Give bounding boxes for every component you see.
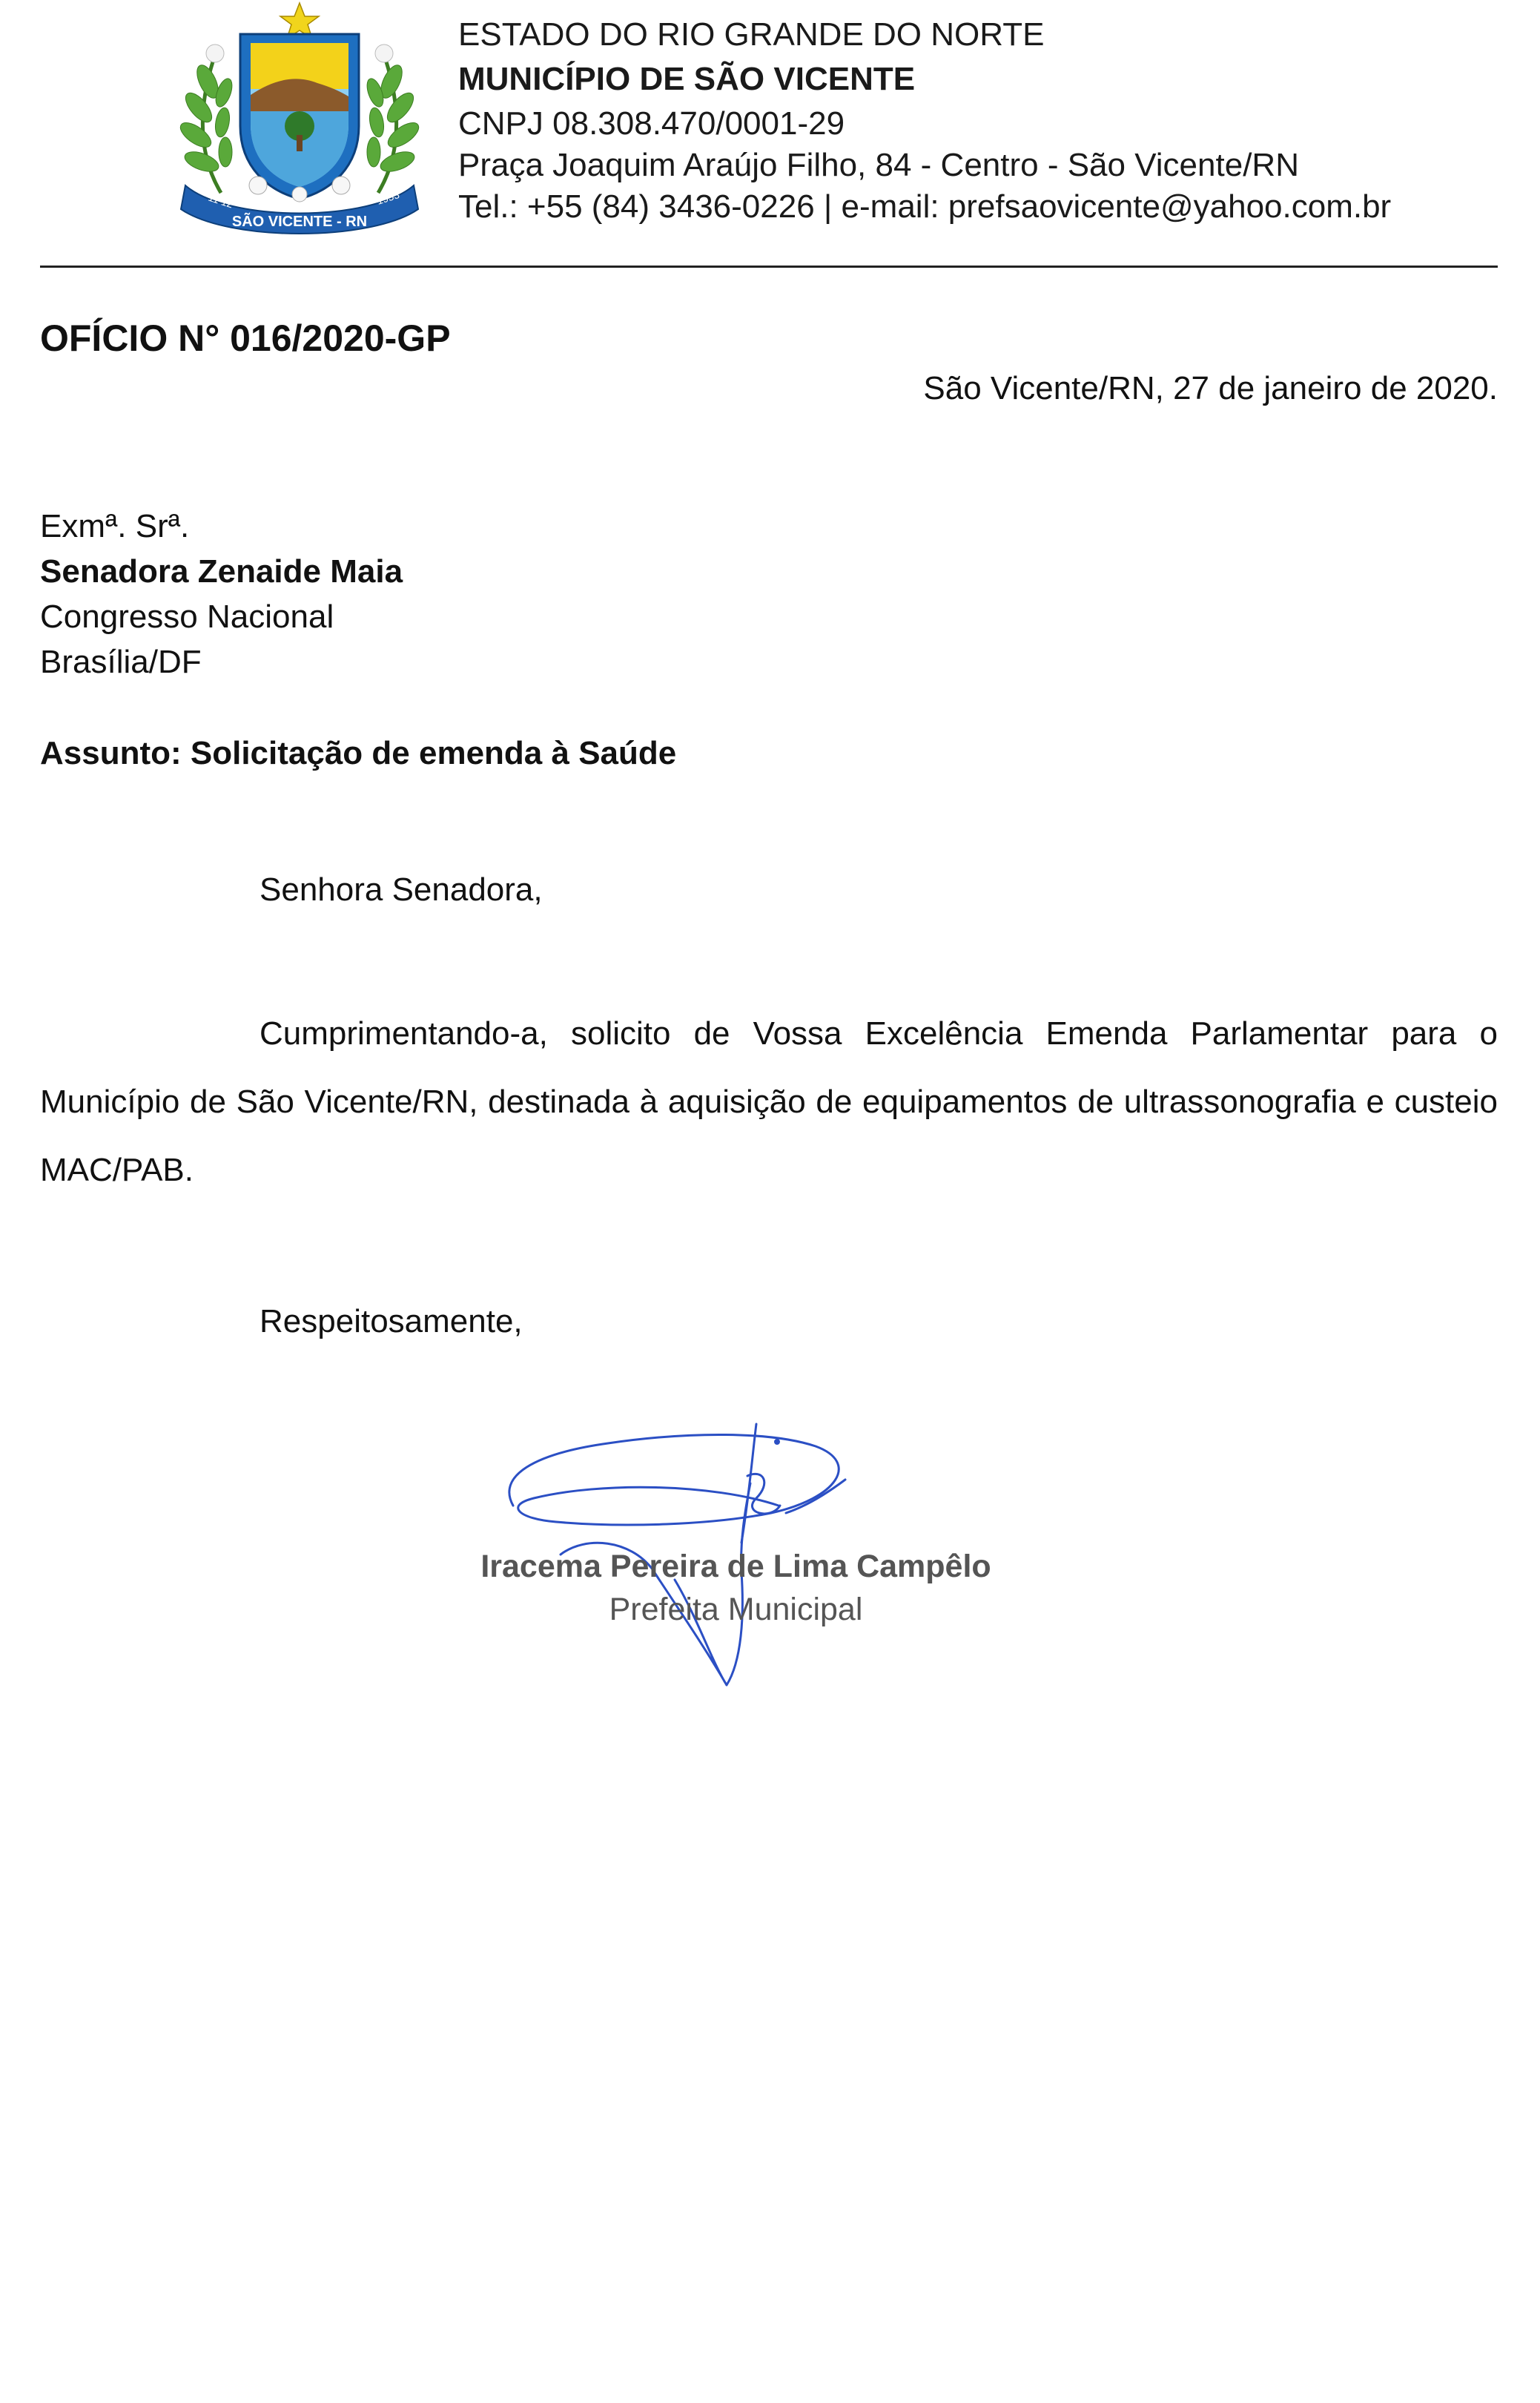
signer-name-line bbox=[0, 1544, 1540, 1589]
header-cnpj: CNPJ 08.308.470/0001-29 bbox=[458, 105, 845, 142]
right-laurel-icon bbox=[364, 44, 423, 193]
recipient-organization: Congresso Nacional bbox=[40, 599, 334, 635]
body-paragraph-text: Cumprimentando-a, solicito de Vossa Excelência Emenda Parlamentar para o Município de São Vicente/RN, destinada à aquisição de equipamentos de ultrassonografia e custeio MAC/PAB. bbox=[40, 1015, 1498, 1188]
closing: Respeitosamente, bbox=[260, 1303, 523, 1339]
header-divider bbox=[40, 266, 1498, 268]
document-reference: OFÍCIO N° 016/2020-GP bbox=[40, 317, 451, 359]
header-address: Praça Joaquim Araújo Filho, 84 - Centro - São Vicente/RN bbox=[458, 147, 1299, 183]
subject-line: Assunto: Solicitação de emenda à Saúde bbox=[40, 735, 677, 771]
signer-role: Prefeita Municipal bbox=[609, 1592, 863, 1627]
recipient-location: Brasília/DF bbox=[40, 644, 202, 680]
recipient-block bbox=[40, 504, 403, 685]
header-municipality-name: MUNICÍPIO DE SÃO VICENTE bbox=[458, 61, 916, 97]
document-date: São Vicente/RN, 27 de janeiro de 2020. bbox=[923, 370, 1498, 406]
municipal-crest-logo bbox=[169, 0, 430, 245]
recipient-salutation: Exmª. Srª. bbox=[40, 508, 190, 544]
svg-text:SÃO VICENTE - RN: SÃO VICENTE - RN bbox=[231, 214, 368, 230]
body-paragraph bbox=[40, 1000, 1498, 1204]
signer-role-line bbox=[0, 1587, 1540, 1632]
svg-text:11 12: 11 12 bbox=[207, 191, 235, 211]
greeting: Senhora Senadora, bbox=[260, 871, 543, 908]
shield-icon bbox=[240, 34, 359, 199]
recipient-name: Senadora Zenaide Maia bbox=[40, 553, 403, 590]
left-laurel-icon bbox=[176, 44, 235, 193]
svg-text:1953: 1953 bbox=[374, 188, 401, 207]
signer-name: Iracema Pereira de Lima Campêlo bbox=[480, 1549, 991, 1584]
header-contact: Tel.: +55 (84) 3436-0226 | e-mail: prefsaovicente@yahoo.com.br bbox=[458, 188, 1392, 225]
header-state-name: ESTADO DO RIO GRANDE DO NORTE bbox=[458, 16, 1045, 53]
